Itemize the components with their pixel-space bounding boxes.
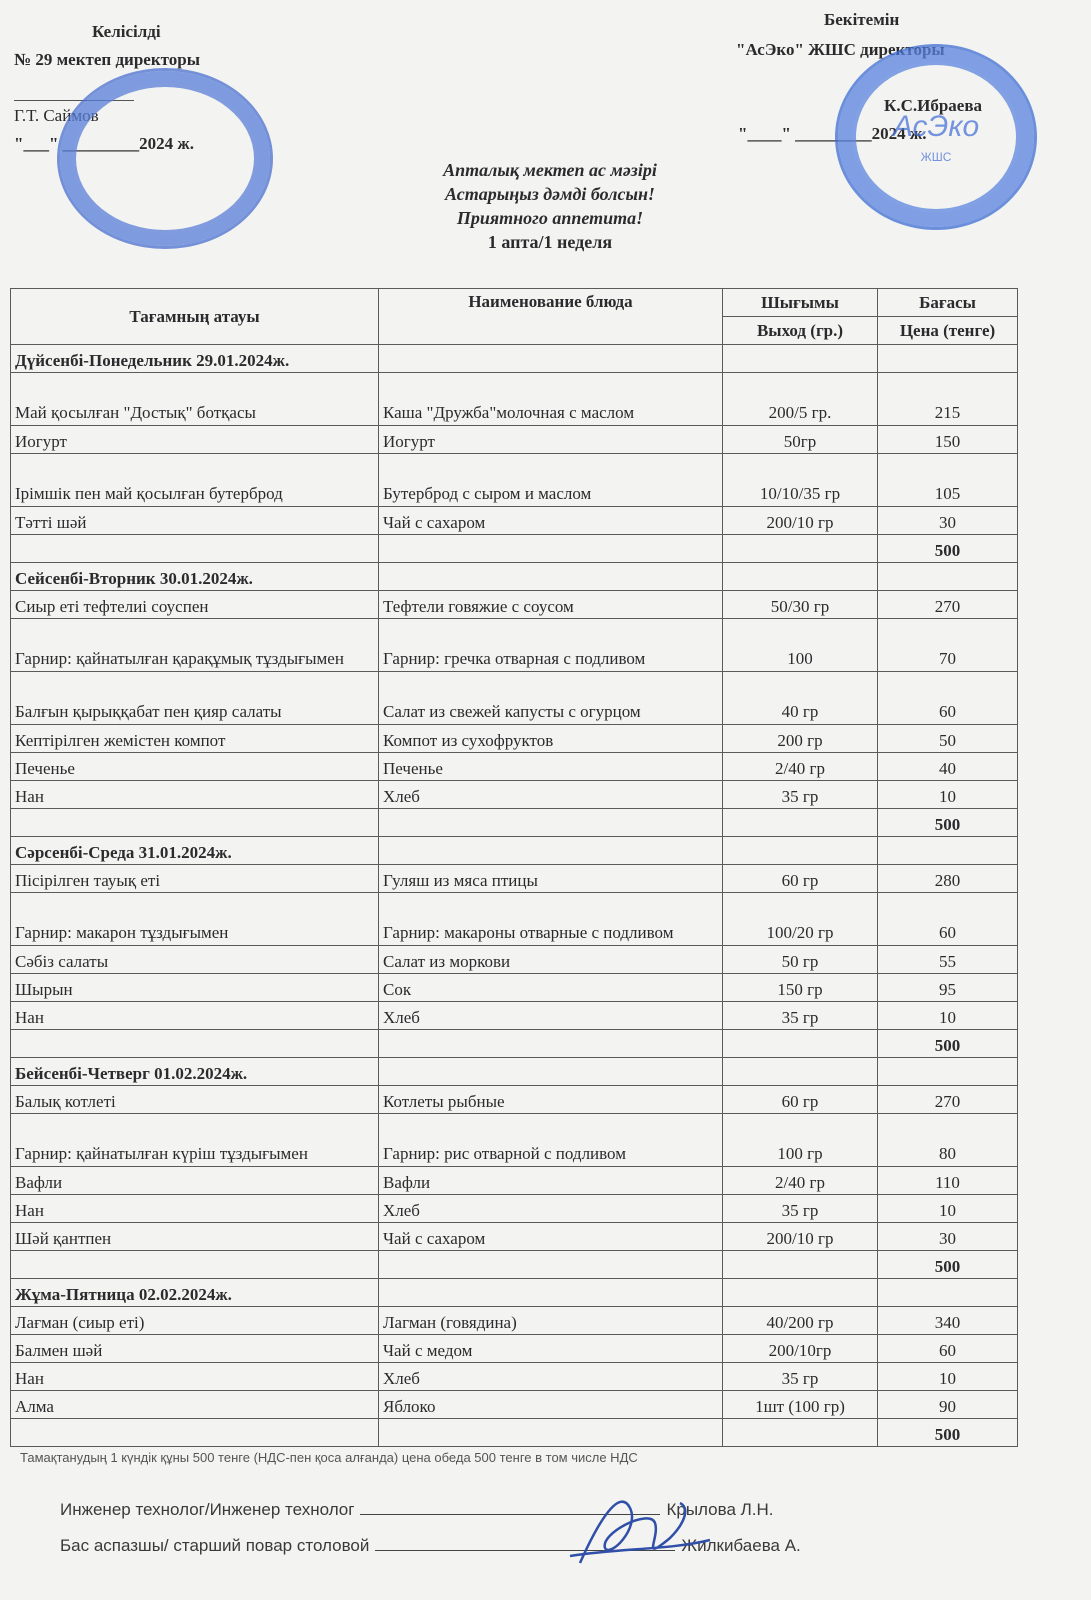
title-line-2: Астарыңыз дәмді болсын! bbox=[445, 184, 655, 204]
col-header-output-ru: Выход (гр.) bbox=[723, 317, 878, 345]
dish-name-ru: Компот из сухофруктов bbox=[379, 725, 723, 753]
dish-name-ru: Лагман (говядина) bbox=[379, 1307, 723, 1335]
dish-output: 60 гр bbox=[723, 1086, 878, 1114]
dish-price: 150 bbox=[878, 426, 1018, 454]
empty-cell bbox=[379, 1030, 723, 1058]
approved-label: Бекітемін bbox=[824, 10, 900, 29]
agreed-label: Келісілді bbox=[92, 22, 161, 41]
right-stamp-icon bbox=[835, 44, 1037, 230]
dish-name-kz: Тәтті шәй bbox=[11, 507, 379, 535]
dish-price: 55 bbox=[878, 946, 1018, 974]
dish-output: 200/5 гр. bbox=[723, 373, 878, 426]
dish-price: 340 bbox=[878, 1307, 1018, 1335]
dish-name-kz: Балғын қырыққабат пен қияр салаты bbox=[11, 672, 379, 725]
empty-cell bbox=[878, 563, 1018, 591]
handwritten-signature-icon bbox=[560, 1478, 720, 1588]
dish-price: 10 bbox=[878, 1002, 1018, 1030]
empty-cell bbox=[11, 535, 379, 563]
dish-name-kz: Шырын bbox=[11, 974, 379, 1002]
dish-output: 2/40 гр bbox=[723, 753, 878, 781]
dish-name-kz: Гарнир: қайнатылған қарақұмық тұздығымен bbox=[11, 619, 379, 672]
day-total-row bbox=[11, 535, 1018, 563]
dish-price: 270 bbox=[878, 1086, 1018, 1114]
dish-name-ru: Чай с медом bbox=[379, 1335, 723, 1363]
dish-name-kz: Ірімшік пен май қосылған бутерброд bbox=[11, 454, 379, 507]
empty-cell bbox=[379, 809, 723, 837]
dish-output: 40/200 гр bbox=[723, 1307, 878, 1335]
dish-price: 105 bbox=[878, 454, 1018, 507]
dish-name-kz: Нан bbox=[11, 1002, 379, 1030]
dish-name-ru: Гарнир: макароны отварные с подливом bbox=[379, 893, 723, 946]
signature-name-2: Жилкибаева А. bbox=[681, 1536, 801, 1555]
dish-name-kz: Печенье bbox=[11, 753, 379, 781]
dish-price: 40 bbox=[878, 753, 1018, 781]
day-total: 500 bbox=[878, 1030, 1018, 1058]
empty-cell bbox=[379, 837, 723, 865]
dish-output: 35 гр bbox=[723, 781, 878, 809]
empty-cell bbox=[723, 1251, 878, 1279]
dish-output: 50гр bbox=[723, 426, 878, 454]
empty-cell bbox=[723, 1279, 878, 1307]
dish-output: 100 bbox=[723, 619, 878, 672]
table-row bbox=[11, 1114, 1018, 1167]
day-total: 500 bbox=[878, 1419, 1018, 1447]
dish-price: 60 bbox=[878, 893, 1018, 946]
dish-name-ru: Яблоко bbox=[379, 1391, 723, 1419]
menu-table bbox=[10, 288, 1018, 1447]
empty-cell bbox=[11, 1030, 379, 1058]
dish-price: 95 bbox=[878, 974, 1018, 1002]
dish-name-kz: Балық котлеті bbox=[11, 1086, 379, 1114]
menu-title bbox=[330, 158, 770, 254]
right-date: "____" _________2024 ж. bbox=[738, 124, 927, 143]
left-name: Г.Т. Саймов bbox=[14, 106, 99, 125]
table-row bbox=[11, 1086, 1018, 1114]
day-total: 500 bbox=[878, 1251, 1018, 1279]
dish-output: 100/20 гр bbox=[723, 893, 878, 946]
dish-output: 35 гр bbox=[723, 1002, 878, 1030]
empty-cell bbox=[723, 535, 878, 563]
dish-output: 35 гр bbox=[723, 1363, 878, 1391]
dish-output: 40 гр bbox=[723, 672, 878, 725]
empty-cell bbox=[723, 1030, 878, 1058]
dish-price: 50 bbox=[878, 725, 1018, 753]
left-stamp-icon bbox=[57, 68, 273, 249]
dish-name-ru: Хлеб bbox=[379, 781, 723, 809]
dish-name-ru: Вафли bbox=[379, 1167, 723, 1195]
dish-output: 10/10/35 гр bbox=[723, 454, 878, 507]
dish-name-kz: Нан bbox=[11, 1363, 379, 1391]
dish-output: 50/30 гр bbox=[723, 591, 878, 619]
dish-name-kz: Нан bbox=[11, 781, 379, 809]
table-row bbox=[11, 619, 1018, 672]
empty-cell bbox=[379, 1279, 723, 1307]
day-header-row bbox=[11, 345, 1018, 373]
dish-name-ru: Чай с сахаром bbox=[379, 507, 723, 535]
left-date: "___" _________2024 ж. bbox=[14, 134, 194, 153]
dish-name-ru: Котлеты рыбные bbox=[379, 1086, 723, 1114]
dish-name-kz: Гарнир: қайнатылған күріш тұздығымен bbox=[11, 1114, 379, 1167]
day-header-row bbox=[11, 837, 1018, 865]
dish-price: 270 bbox=[878, 591, 1018, 619]
stamp-sub: ЖШС bbox=[920, 150, 952, 164]
table-row bbox=[11, 893, 1018, 946]
table-row bbox=[11, 1363, 1018, 1391]
dish-name-kz: Балмен шәй bbox=[11, 1335, 379, 1363]
dish-name-ru: Гарнир: рис отварной с подливом bbox=[379, 1114, 723, 1167]
col-header-kz: Тағамның атауы bbox=[11, 289, 379, 345]
empty-cell bbox=[11, 809, 379, 837]
title-week: 1 апта/1 неделя bbox=[487, 232, 613, 252]
dish-price: 10 bbox=[878, 1363, 1018, 1391]
empty-cell bbox=[379, 1058, 723, 1086]
dish-name-ru: Хлеб bbox=[379, 1002, 723, 1030]
dish-name-kz: Пісірілген тауық еті bbox=[11, 865, 379, 893]
day-title: Дүйсенбі-Понедельник 29.01.2024ж. bbox=[11, 345, 379, 373]
dish-output: 200 гр bbox=[723, 725, 878, 753]
empty-cell bbox=[878, 1279, 1018, 1307]
day-title: Сейсенбі-Вторник 30.01.2024ж. bbox=[11, 563, 379, 591]
empty-cell bbox=[878, 345, 1018, 373]
dish-price: 215 bbox=[878, 373, 1018, 426]
dish-price: 280 bbox=[878, 865, 1018, 893]
empty-cell bbox=[723, 1058, 878, 1086]
dish-output: 2/40 гр bbox=[723, 1167, 878, 1195]
dish-output: 150 гр bbox=[723, 974, 878, 1002]
day-total-row bbox=[11, 809, 1018, 837]
dish-price: 30 bbox=[878, 507, 1018, 535]
dish-price: 10 bbox=[878, 781, 1018, 809]
dish-name-kz: Лағман (сиыр еті) bbox=[11, 1307, 379, 1335]
day-total-row bbox=[11, 1419, 1018, 1447]
empty-cell bbox=[723, 1419, 878, 1447]
right-position: "АсЭко" ЖШС директоры bbox=[736, 40, 945, 59]
table-header-row-1 bbox=[11, 289, 1018, 317]
table-row bbox=[11, 1391, 1018, 1419]
day-total: 500 bbox=[878, 535, 1018, 563]
col-header-price-kz: Бағасы bbox=[878, 289, 1018, 317]
col-header-price-ru: Цена (тенге) bbox=[878, 317, 1018, 345]
dish-name-ru: Хлеб bbox=[379, 1363, 723, 1391]
table-row bbox=[11, 946, 1018, 974]
empty-cell bbox=[379, 1419, 723, 1447]
dish-name-ru: Салат из моркови bbox=[379, 946, 723, 974]
dish-name-ru: Чай с сахаром bbox=[379, 1223, 723, 1251]
dish-output: 100 гр bbox=[723, 1114, 878, 1167]
dish-name-kz: Май қосылған "Достық" ботқасы bbox=[11, 373, 379, 426]
day-total-row bbox=[11, 1030, 1018, 1058]
table-row bbox=[11, 426, 1018, 454]
dish-output: 50 гр bbox=[723, 946, 878, 974]
table-row bbox=[11, 865, 1018, 893]
day-title: Бейсенбі-Четверг 01.02.2024ж. bbox=[11, 1058, 379, 1086]
empty-cell bbox=[723, 563, 878, 591]
right-name: К.С.Ибраева bbox=[884, 96, 983, 115]
day-header-row bbox=[11, 563, 1018, 591]
dish-name-kz: Сиыр еті тефтелиі соуспен bbox=[11, 591, 379, 619]
empty-cell bbox=[379, 563, 723, 591]
day-header-row bbox=[11, 1279, 1018, 1307]
dish-name-ru: Сок bbox=[379, 974, 723, 1002]
dish-name-ru: Иогурт bbox=[379, 426, 723, 454]
dish-output: 200/10гр bbox=[723, 1335, 878, 1363]
col-header-output-kz: Шығымы bbox=[723, 289, 878, 317]
dish-output: 35 гр bbox=[723, 1195, 878, 1223]
table-row bbox=[11, 1335, 1018, 1363]
dish-name-ru: Бутерброд с сыром и маслом bbox=[379, 454, 723, 507]
dish-name-kz: Гарнир: макарон тұздығымен bbox=[11, 893, 379, 946]
left-position: № 29 мектеп директоры bbox=[14, 50, 200, 69]
signature-role-2: Бас аспазшы/ старший повар столовой bbox=[60, 1536, 370, 1555]
table-row bbox=[11, 591, 1018, 619]
dish-price: 110 bbox=[878, 1167, 1018, 1195]
dish-output: 1шт (100 гр) bbox=[723, 1391, 878, 1419]
day-header-row bbox=[11, 1058, 1018, 1086]
table-row bbox=[11, 672, 1018, 725]
dish-name-kz: Иогурт bbox=[11, 426, 379, 454]
table-row bbox=[11, 454, 1018, 507]
empty-cell bbox=[878, 837, 1018, 865]
price-note: Тамақтанудың 1 күндік құны 500 тенге (НДС-пен қоса алғанда) цена обеда 500 тенге в том числе НДС bbox=[20, 1450, 638, 1465]
empty-cell bbox=[723, 837, 878, 865]
dish-price: 10 bbox=[878, 1195, 1018, 1223]
dish-price: 60 bbox=[878, 672, 1018, 725]
dish-price: 30 bbox=[878, 1223, 1018, 1251]
day-total: 500 bbox=[878, 809, 1018, 837]
day-total-row bbox=[11, 1251, 1018, 1279]
table-row bbox=[11, 1195, 1018, 1223]
dish-name-kz: Кептірілген жемістен компот bbox=[11, 725, 379, 753]
stamp-brand: АсЭко bbox=[892, 110, 980, 143]
dish-name-ru: Тефтели говяжие с соусом bbox=[379, 591, 723, 619]
dish-name-ru: Хлеб bbox=[379, 1195, 723, 1223]
empty-cell bbox=[878, 1058, 1018, 1086]
dish-name-kz: Шәй қантпен bbox=[11, 1223, 379, 1251]
dish-name-ru: Печенье bbox=[379, 753, 723, 781]
empty-cell bbox=[379, 345, 723, 373]
day-title: Жұма-Пятница 02.02.2024ж. bbox=[11, 1279, 379, 1307]
dish-price: 70 bbox=[878, 619, 1018, 672]
table-row bbox=[11, 781, 1018, 809]
table-row bbox=[11, 1002, 1018, 1030]
signature-name-1: Крылова Л.Н. bbox=[666, 1500, 774, 1519]
table-row bbox=[11, 753, 1018, 781]
empty-cell bbox=[11, 1419, 379, 1447]
table-row bbox=[11, 373, 1018, 426]
table-row bbox=[11, 974, 1018, 1002]
dish-name-kz: Вафли bbox=[11, 1167, 379, 1195]
empty-cell bbox=[723, 809, 878, 837]
empty-cell bbox=[379, 535, 723, 563]
table-row bbox=[11, 1223, 1018, 1251]
empty-cell bbox=[723, 345, 878, 373]
title-line-1: Апталық мектеп ас мәзірі bbox=[443, 160, 657, 180]
day-title: Сәрсенбі-Среда 31.01.2024ж. bbox=[11, 837, 379, 865]
dish-output: 200/10 гр bbox=[723, 507, 878, 535]
dish-name-ru: Гарнир: гречка отварная с подливом bbox=[379, 619, 723, 672]
dish-name-ru: Каша "Дружба"молочная с маслом bbox=[379, 373, 723, 426]
dish-price: 60 bbox=[878, 1335, 1018, 1363]
signature-role-1: Инженер технолог/Инженер технолог bbox=[60, 1500, 355, 1519]
table-row bbox=[11, 507, 1018, 535]
title-line-3: Приятного аппетита! bbox=[456, 208, 644, 228]
table-row bbox=[11, 1167, 1018, 1195]
dish-name-ru: Салат из свежей капусты с огурцом bbox=[379, 672, 723, 725]
dish-price: 80 bbox=[878, 1114, 1018, 1167]
dish-name-ru: Гуляш из мяса птицы bbox=[379, 865, 723, 893]
table-row bbox=[11, 725, 1018, 753]
col-header-ru: Наименование блюда bbox=[379, 289, 723, 345]
empty-cell bbox=[11, 1251, 379, 1279]
dish-output: 60 гр bbox=[723, 865, 878, 893]
table-row bbox=[11, 1307, 1018, 1335]
dish-output: 200/10 гр bbox=[723, 1223, 878, 1251]
dish-price: 90 bbox=[878, 1391, 1018, 1419]
dish-name-kz: Сәбіз салаты bbox=[11, 946, 379, 974]
dish-name-kz: Алма bbox=[11, 1391, 379, 1419]
empty-cell bbox=[379, 1251, 723, 1279]
dish-name-kz: Нан bbox=[11, 1195, 379, 1223]
